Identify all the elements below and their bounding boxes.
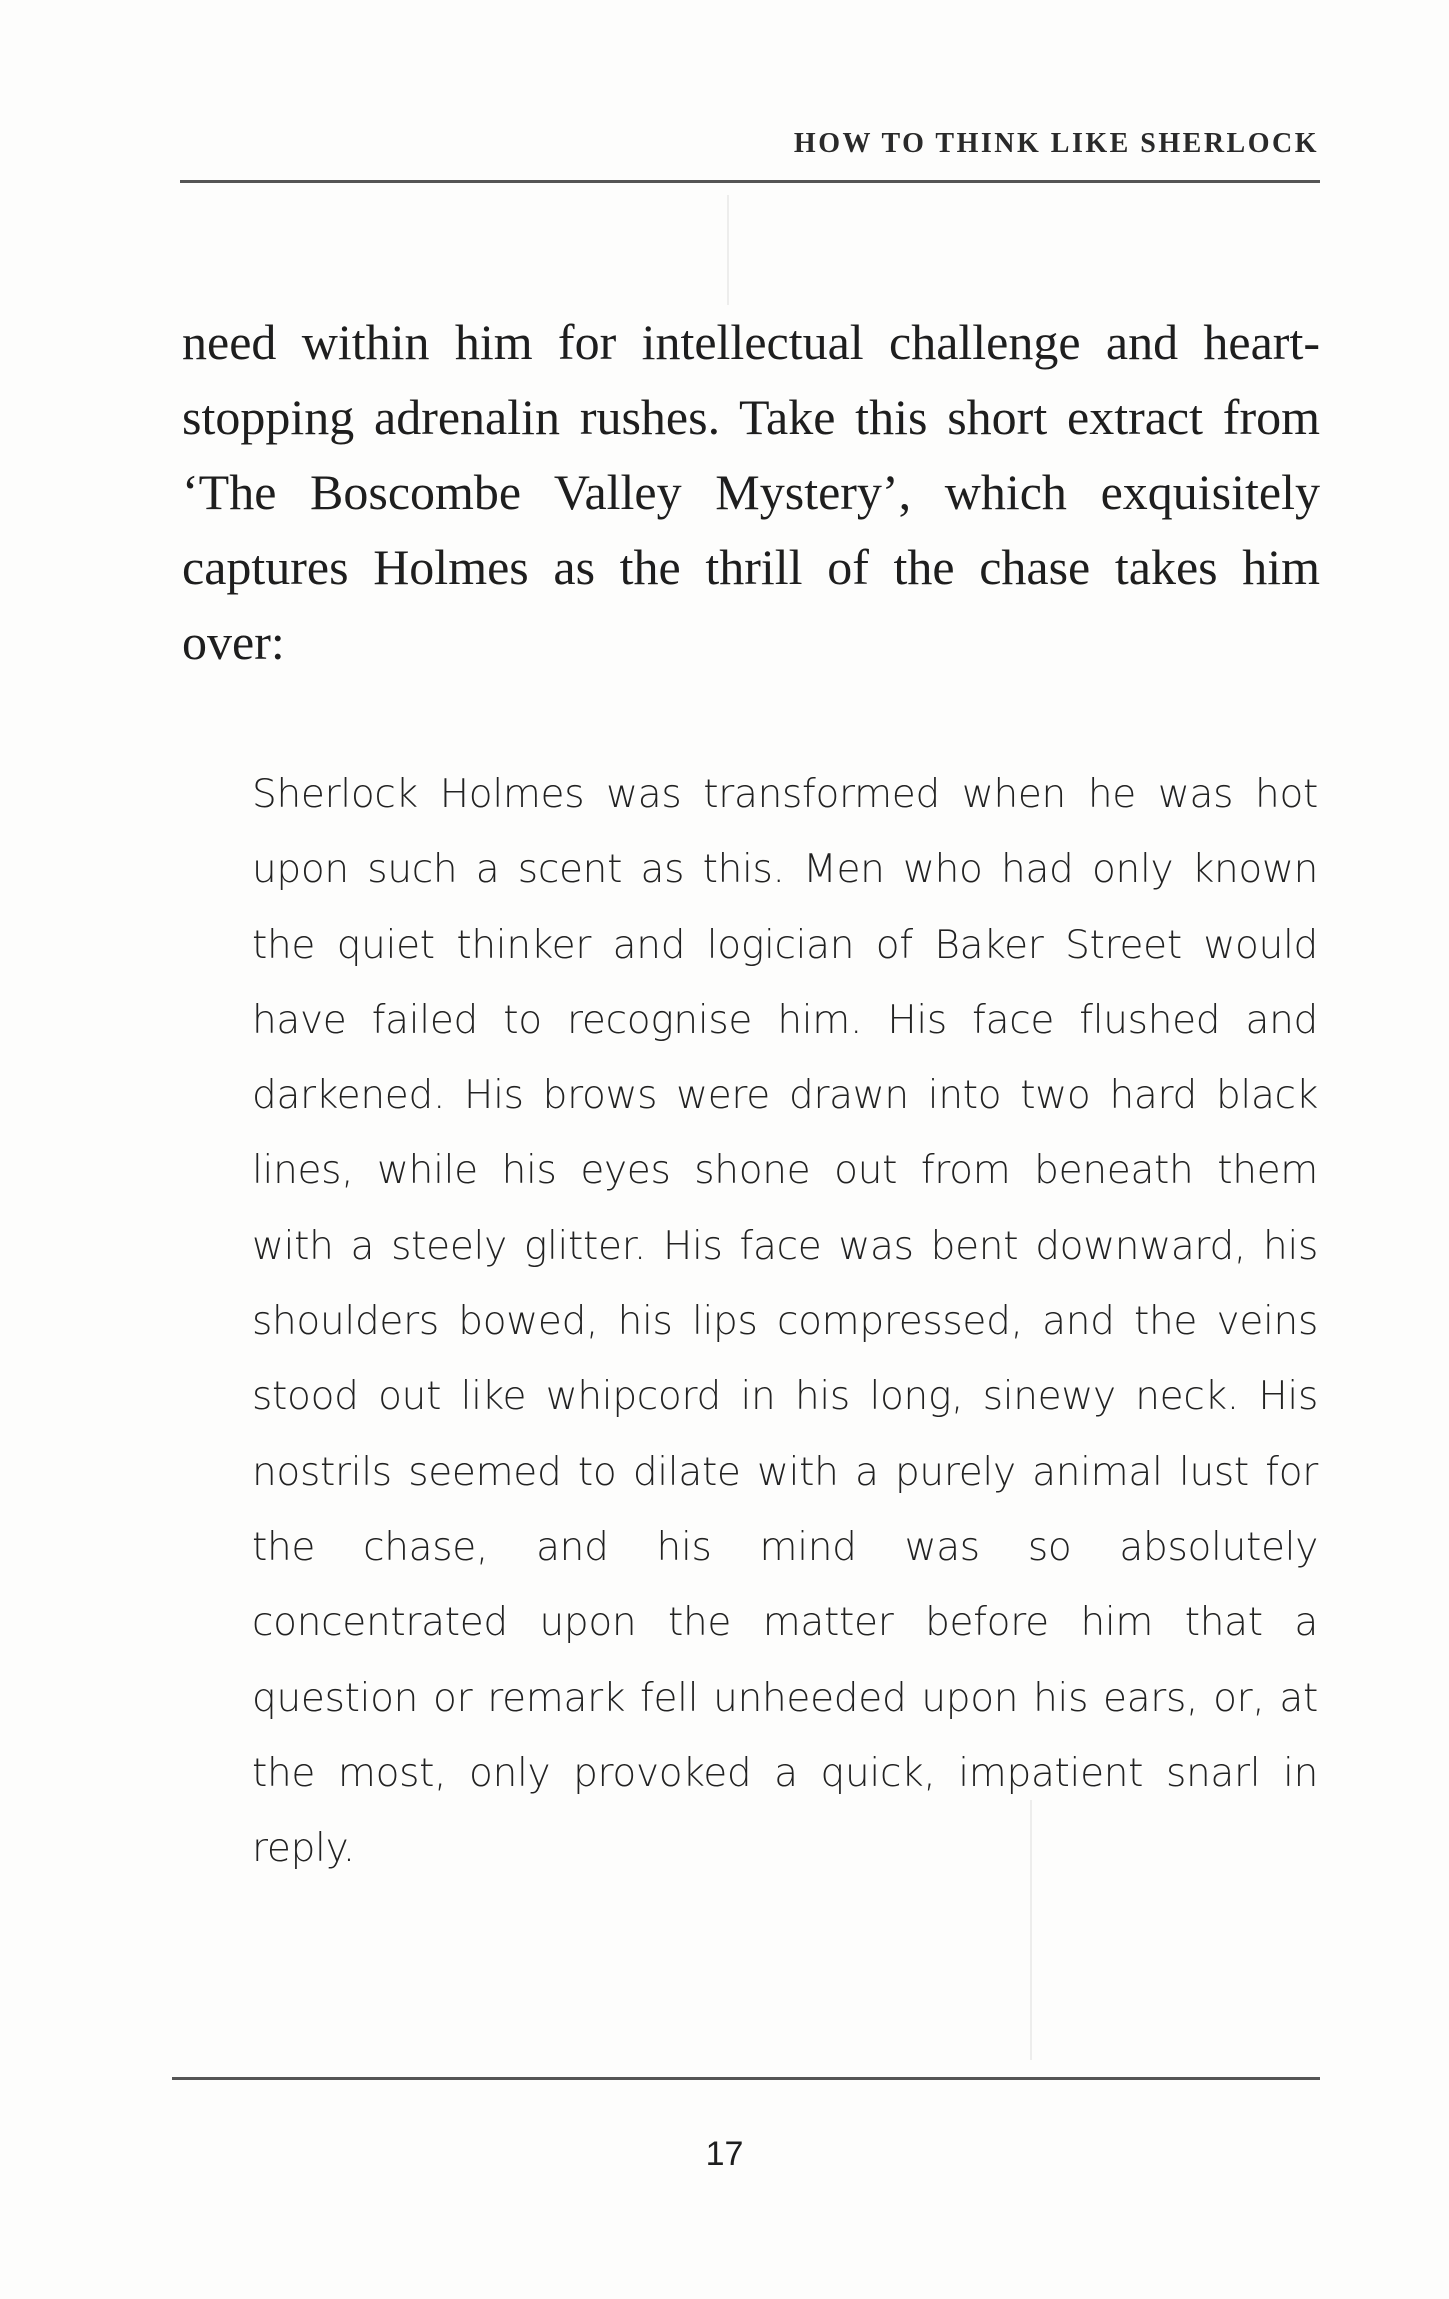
- scan-fold-line: [1030, 1800, 1032, 2060]
- page-number: 17: [705, 2135, 744, 2173]
- body-paragraph: need within him for intellectual challenge and heart-stopping adrenalin rushes. Take this short extract from ‘The Boscombe Valley Mystery’, which exquisitely captures Holmes as the thrill of the chase takes him over:: [182, 314, 1320, 670]
- header-rule: [180, 180, 1320, 183]
- footer-rule: [172, 2077, 1320, 2080]
- running-head: HOW TO THINK LIKE SHERLOCK: [793, 128, 1319, 159]
- block-quote: Sherlock Holmes was transformed when he was hot upon such a scent as this. Men who had only known the quiet thinker and logician of Baker Street would have failed to recognise him. His face flushed and darkened. His brows were drawn into two hard black lines, while his eyes shone out from beneath them with a steely glitter. His face was bent downward, his shoulders bowed, his lips compressed, and the veins stood out like whipcord in his long, sinewy neck. His nostrils seemed to dilate with a purely animal lust for the chase, and his mind was so absolutely concentrated upon the matter before him that a question or remark fell unheeded upon his ears, or, at the most, only provoked a quick, impatient snarl in reply.: [252, 772, 1318, 1872]
- scan-fold-line: [727, 195, 729, 305]
